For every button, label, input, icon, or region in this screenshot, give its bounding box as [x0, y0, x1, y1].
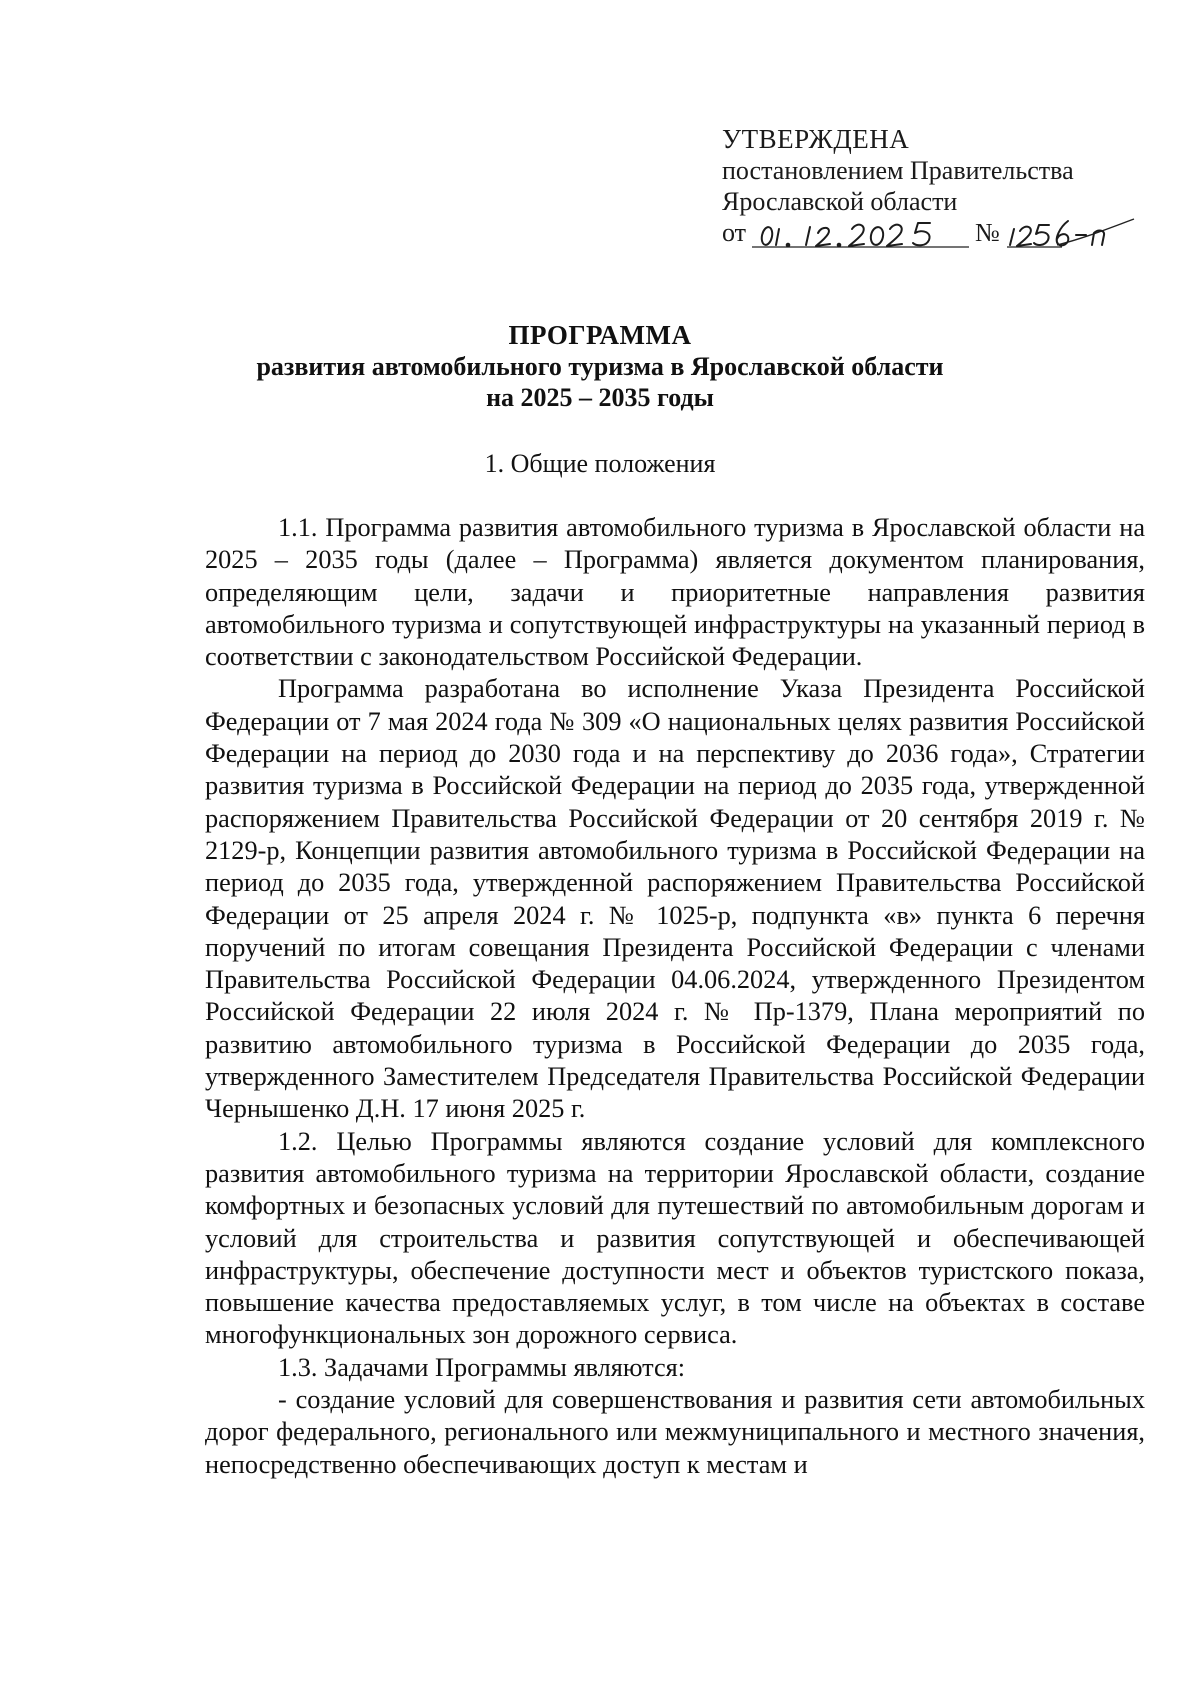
approval-block	[722, 124, 1162, 255]
body-text	[205, 512, 1145, 1481]
title-line-1: ПРОГРАММА	[508, 320, 692, 350]
date-prefix: от	[722, 218, 747, 247]
approval-heading: УТВЕРЖДЕНА	[722, 124, 910, 154]
handwritten-date-number	[722, 203, 1142, 259]
paragraph-basis: Программа разработана во исполнение Указа Президента Российской Федерации от 7 мая 2024 года № 309 «О национальных целях развития Российской Федерации на период до 2030 года и на перспективу до 2036 года», Стратегии развития туризма в Российской Федерации на период до 2035 года, утвержденной распоряжением Правительства Российской Федерации от 20 сентября 2019 г. № 2129-р, Концепции развития автомобильного туризма в Российской Федерации на период до 2035 года, утвержденной распоряжением Правительства Российской Федерации от 25 апреля 2024 г. № 1025-р, подпункта «в» пункта 6 перечня поручений по итогам совещания Президента Российской Федерации с членами Правительства Российской Федерации 04.06.2024, утвержденного Президентом Российской Федерации 22 июля 2024 г. № Пр-1379, Плана мероприятий по развитию автомобильного туризма в Российской Федерации до 2035 года, утвержденного Заместителем Председателя Правительства Российской Федерации Чернышенко Д.Н. 17 июня 2025 г.	[205, 674, 1145, 1124]
title-line-2: развития автомобильного туризма в Ярославской области	[256, 352, 944, 381]
title-line-3: на 2025 – 2035 годы	[486, 383, 714, 412]
paragraph-1-3: 1.3. Задачами Программы являются:	[278, 1352, 686, 1382]
document-title	[0, 320, 1200, 413]
paragraph-1-1: 1.1. Программа развития автомобильного туризма в Ярославской области на 2025 – 2035 годы (далее – Программа) является документом планирования, определяющим цели, задачи и приоритетные направления развития автомобильного туризма и сопутствующей инфраструктуры на указанный период в соответствии с законодательством Российской Федерации.	[205, 513, 1145, 672]
paragraph-1-2: 1.2. Целью Программы являются создание условий для комплексного развития автомобильного туризма на территории Ярославской области, создание комфортных и безопасных условий для путешествий по автомобильным дорогам и условий для строительства и развития сопутствующей и обеспечивающей инфраструктуры, обеспечение доступности мест и объектов туристского показа, повышение качества предоставляемых услуг, в том числе на объектах в составе многофункциональных зон дорожного сервиса.	[205, 1126, 1145, 1350]
section-heading: 1. Общие положения	[484, 449, 716, 478]
approval-by-line-1: постановлением Правительства	[722, 156, 1074, 185]
approval-by-line-2: Ярославской области	[722, 187, 958, 216]
number-prefix: №	[975, 218, 1000, 247]
paragraph-task-1: - создание условий для совершенствования и развития сети автомобильных дорог федерального, регионального или межмуниципального и местного значения, непосредственно обеспечивающих доступ к местам и	[205, 1385, 1145, 1479]
approval-date-number-line	[722, 217, 1162, 255]
